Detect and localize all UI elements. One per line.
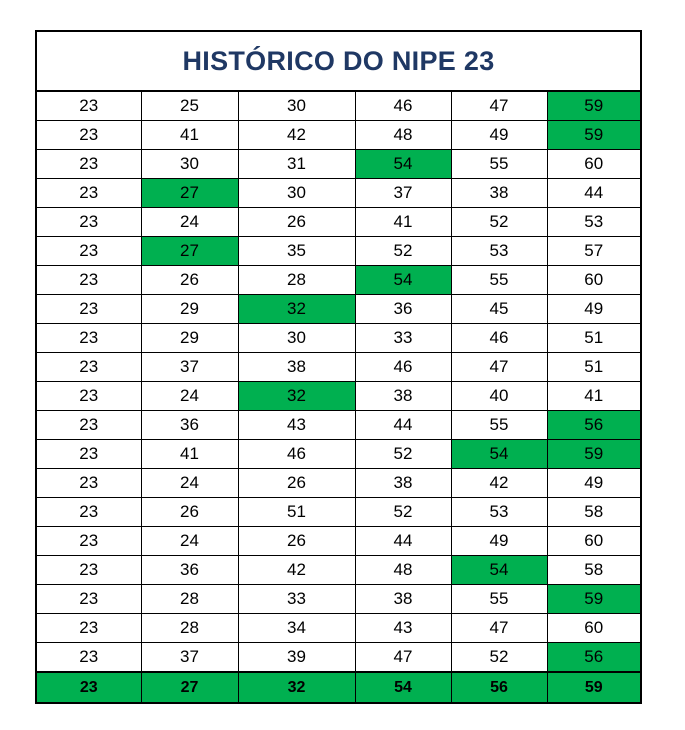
- table-cell: 48: [355, 121, 451, 150]
- table-cell: 30: [238, 324, 355, 353]
- table-cell: 59: [547, 585, 640, 614]
- table-cell: 49: [547, 295, 640, 324]
- table-cell: 51: [238, 498, 355, 527]
- table-row: [37, 324, 640, 353]
- table-cell: 23: [37, 92, 141, 121]
- table-cell: 51: [547, 353, 640, 382]
- table-cell: 23: [37, 585, 141, 614]
- table-cell: 23: [37, 295, 141, 324]
- table-cell: 54: [355, 150, 451, 179]
- table-cell: 43: [238, 411, 355, 440]
- table-cell: 26: [238, 469, 355, 498]
- table-row: [37, 382, 640, 411]
- table-cell: 35: [238, 237, 355, 266]
- table-cell: 44: [355, 527, 451, 556]
- table-cell: 58: [547, 498, 640, 527]
- table-cell: 40: [451, 382, 547, 411]
- table-cell: 59: [547, 121, 640, 150]
- table-cell: 44: [547, 179, 640, 208]
- table-cell: 55: [451, 150, 547, 179]
- total-cell: 27: [141, 672, 238, 702]
- table-cell: 51: [547, 324, 640, 353]
- table-cell: 33: [355, 324, 451, 353]
- table-cell: 30: [238, 92, 355, 121]
- total-cell: 23: [37, 672, 141, 702]
- table-cell: 23: [37, 440, 141, 469]
- table-cell: 52: [451, 208, 547, 237]
- table-cell: 24: [141, 469, 238, 498]
- table-cell: 46: [238, 440, 355, 469]
- table-row: [37, 121, 640, 150]
- table-row: [37, 353, 640, 382]
- table-cell: 24: [141, 208, 238, 237]
- table-cell: 55: [451, 411, 547, 440]
- table-row: [37, 527, 640, 556]
- table-cell: 23: [37, 527, 141, 556]
- table-cell: 56: [547, 643, 640, 673]
- table-cell: 41: [355, 208, 451, 237]
- table-cell: 23: [37, 353, 141, 382]
- table-cell: 39: [238, 643, 355, 673]
- table-cell: 43: [355, 614, 451, 643]
- table-row: [37, 469, 640, 498]
- table-cell: 47: [451, 614, 547, 643]
- table-row: [37, 150, 640, 179]
- table-cell: 53: [451, 498, 547, 527]
- table-cell: 34: [238, 614, 355, 643]
- table-cell: 52: [355, 498, 451, 527]
- table-cell: 29: [141, 295, 238, 324]
- table-cell: 57: [547, 237, 640, 266]
- table-cell: 36: [355, 295, 451, 324]
- table-cell: 38: [355, 469, 451, 498]
- table-cell: 47: [451, 92, 547, 121]
- table-cell: 38: [355, 585, 451, 614]
- table-cell: 60: [547, 614, 640, 643]
- table-cell: 23: [37, 643, 141, 673]
- table-cell: 23: [37, 382, 141, 411]
- table-cell: 23: [37, 324, 141, 353]
- table-cell: 59: [547, 440, 640, 469]
- history-sheet: [35, 30, 642, 704]
- table-cell: 23: [37, 556, 141, 585]
- table-cell: 23: [37, 469, 141, 498]
- table-cell: 41: [141, 121, 238, 150]
- table-cell: 47: [451, 353, 547, 382]
- table-cell: 36: [141, 556, 238, 585]
- table-cell: 54: [451, 556, 547, 585]
- total-cell: 32: [238, 672, 355, 702]
- table-cell: 49: [547, 469, 640, 498]
- table-cell: 28: [238, 266, 355, 295]
- table-cell: 47: [355, 643, 451, 673]
- table-row: [37, 498, 640, 527]
- table-cell: 27: [141, 179, 238, 208]
- table-row: [37, 643, 640, 673]
- table-cell: 52: [451, 643, 547, 673]
- table-cell: 45: [451, 295, 547, 324]
- table-cell: 49: [451, 121, 547, 150]
- table-cell: 49: [451, 527, 547, 556]
- table-row: [37, 237, 640, 266]
- total-cell: 56: [451, 672, 547, 702]
- table-cell: 52: [355, 440, 451, 469]
- table-cell: 23: [37, 411, 141, 440]
- history-table-body: [37, 92, 640, 702]
- table-row: [37, 440, 640, 469]
- table-cell: 23: [37, 179, 141, 208]
- table-cell: 60: [547, 527, 640, 556]
- table-cell: 46: [451, 324, 547, 353]
- table-cell: 42: [238, 556, 355, 585]
- table-cell: 37: [141, 353, 238, 382]
- table-cell: 33: [238, 585, 355, 614]
- table-cell: 38: [238, 353, 355, 382]
- table-cell: 42: [238, 121, 355, 150]
- table-cell: 41: [547, 382, 640, 411]
- table-cell: 36: [141, 411, 238, 440]
- table-cell: 59: [547, 92, 640, 121]
- total-cell: 59: [547, 672, 640, 702]
- table-cell: 56: [547, 411, 640, 440]
- table-cell: 23: [37, 498, 141, 527]
- table-cell: 23: [37, 121, 141, 150]
- table-cell: 54: [451, 440, 547, 469]
- table-row: [37, 556, 640, 585]
- table-cell: 52: [355, 237, 451, 266]
- table-cell: 53: [451, 237, 547, 266]
- table-cell: 60: [547, 150, 640, 179]
- table-cell: 42: [451, 469, 547, 498]
- title-box: [37, 32, 640, 92]
- table-row: [37, 585, 640, 614]
- table-cell: 44: [355, 411, 451, 440]
- table-cell: 25: [141, 92, 238, 121]
- table-row: [37, 614, 640, 643]
- table-cell: 55: [451, 585, 547, 614]
- table-cell: 46: [355, 353, 451, 382]
- table-cell: 27: [141, 237, 238, 266]
- table-cell: 26: [141, 266, 238, 295]
- table-cell: 37: [141, 643, 238, 673]
- table-cell: 23: [37, 150, 141, 179]
- table-cell: 38: [355, 382, 451, 411]
- table-row: [37, 295, 640, 324]
- table-cell: 30: [238, 179, 355, 208]
- history-table: [37, 92, 640, 702]
- table-cell: 23: [37, 237, 141, 266]
- table-cell: 31: [238, 150, 355, 179]
- table-cell: 30: [141, 150, 238, 179]
- table-cell: 53: [547, 208, 640, 237]
- table-row: [37, 179, 640, 208]
- table-cell: 28: [141, 614, 238, 643]
- total-cell: 54: [355, 672, 451, 702]
- table-cell: 58: [547, 556, 640, 585]
- table-cell: 24: [141, 527, 238, 556]
- table-cell: 32: [238, 295, 355, 324]
- table-cell: 32: [238, 382, 355, 411]
- table-cell: 26: [238, 208, 355, 237]
- table-cell: 23: [37, 208, 141, 237]
- table-cell: 41: [141, 440, 238, 469]
- table-cell: 46: [355, 92, 451, 121]
- total-row: [37, 672, 640, 702]
- table-cell: 29: [141, 324, 238, 353]
- table-cell: 26: [238, 527, 355, 556]
- table-cell: 23: [37, 614, 141, 643]
- page-title: HISTÓRICO DO NIPE 23: [182, 45, 495, 76]
- table-cell: 55: [451, 266, 547, 295]
- table-cell: 28: [141, 585, 238, 614]
- table-row: [37, 92, 640, 121]
- table-cell: 26: [141, 498, 238, 527]
- table-cell: 23: [37, 266, 141, 295]
- table-cell: 54: [355, 266, 451, 295]
- table-row: [37, 411, 640, 440]
- table-cell: 38: [451, 179, 547, 208]
- table-cell: 48: [355, 556, 451, 585]
- table-row: [37, 266, 640, 295]
- table-cell: 60: [547, 266, 640, 295]
- table-cell: 24: [141, 382, 238, 411]
- table-row: [37, 208, 640, 237]
- table-cell: 37: [355, 179, 451, 208]
